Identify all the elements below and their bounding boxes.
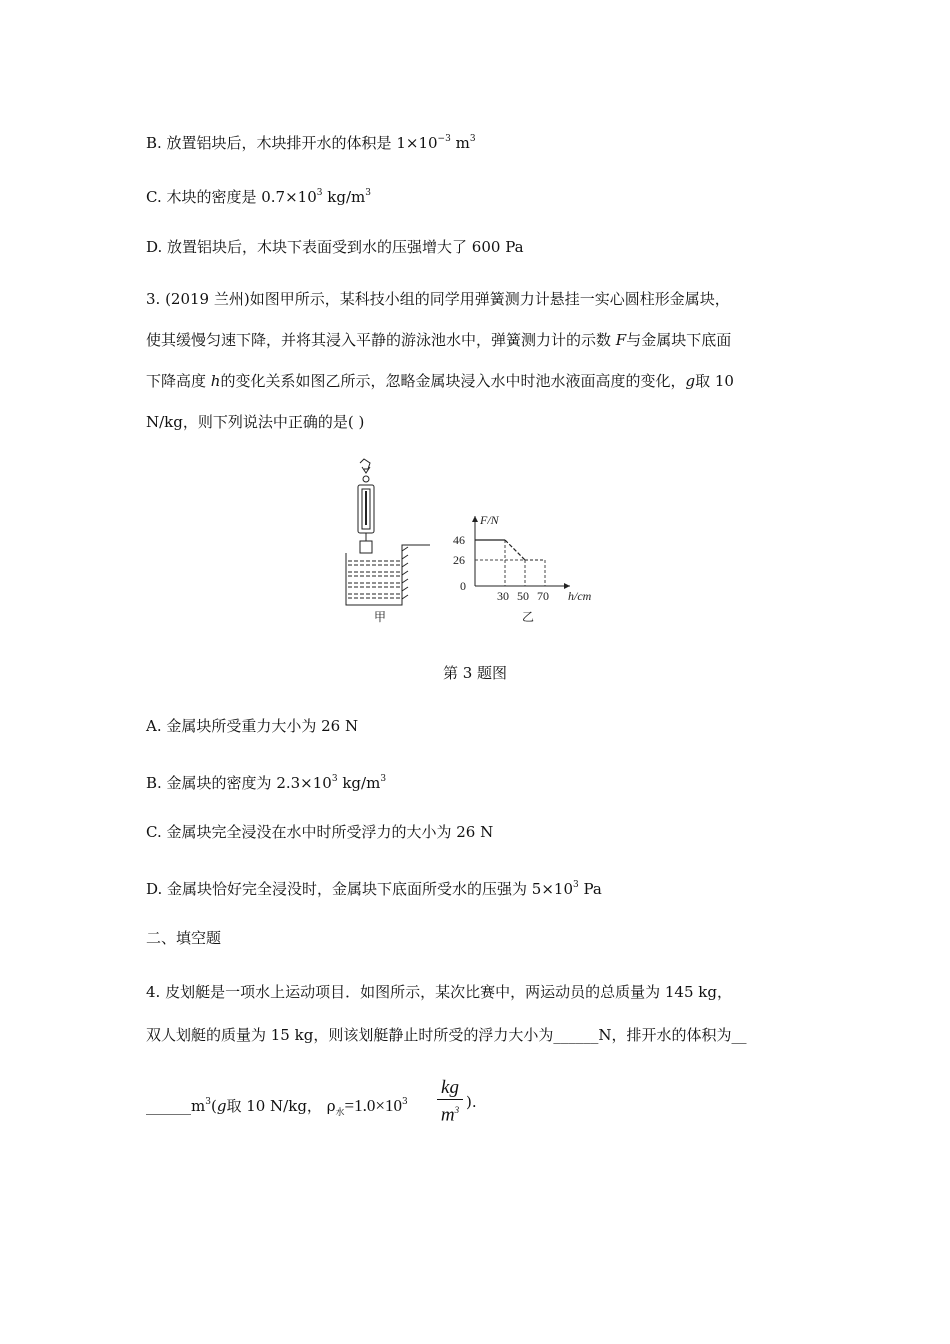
question-4-end xyxy=(466,1092,477,1112)
x-tick-label: 50 xyxy=(517,589,529,603)
question-4-line-2 xyxy=(146,1025,746,1045)
question-text: N/kg，则下列说法中正确的是( ) xyxy=(146,413,365,431)
option-b xyxy=(146,769,386,793)
fraction-denominator xyxy=(437,1100,463,1125)
question-3-line-2 xyxy=(146,330,731,350)
exponent: 3 xyxy=(365,188,371,198)
x-tick-label: 30 xyxy=(497,589,509,603)
question-text: 4. 皮划艇是一项水上运动项目．如图所示，某次比赛中，两运动员的总质量为 145 kg， xyxy=(146,983,732,1001)
question-text: 取 10 N/kg， ρ xyxy=(226,1097,336,1115)
variable-h: h xyxy=(210,372,221,390)
y-axis-label: F/N xyxy=(480,513,499,527)
exponent: 3 xyxy=(316,188,323,198)
exponent: 3 xyxy=(573,880,579,890)
value-text: =1.0×10 xyxy=(344,1096,402,1115)
paren: ( xyxy=(210,1097,217,1115)
spring-scale-apparatus xyxy=(346,459,430,605)
variable-g: g xyxy=(685,372,696,390)
exponent: 3 xyxy=(205,1097,211,1107)
option-c xyxy=(146,822,493,842)
question-text: 下降高度 xyxy=(146,372,211,390)
unit: kg/m xyxy=(337,774,381,792)
unit: Pa xyxy=(578,880,602,898)
question-3-figure xyxy=(340,455,620,630)
option-d xyxy=(146,875,602,899)
density-unit-fraction xyxy=(437,1078,463,1125)
figure-label-right: 乙 xyxy=(522,610,535,624)
exponent: 3 xyxy=(469,134,476,144)
option-text: D. 放置铝块后，木块下表面受到水的压强增大了 600 Pa xyxy=(146,238,524,256)
y-axis-arrow xyxy=(472,516,478,522)
question-text: 3. (2019 兰州)如图甲所示，某科技小组的同学用弹簧测力计悬挂一实心圆柱形金属块， xyxy=(146,290,730,308)
question-text: 取 10 xyxy=(695,372,734,390)
fraction-numerator: kg xyxy=(441,1077,459,1098)
x-axis-label: h/cm xyxy=(568,589,592,603)
origin-label: 0 xyxy=(460,579,466,593)
figure-label-left: 甲 xyxy=(374,610,387,624)
question-text: 与金属块下底面 xyxy=(626,331,732,349)
option-b-aluminum xyxy=(146,129,476,153)
option-text: B. 放置铝块后，木块排开水的体积是 1×10 xyxy=(146,134,438,152)
question-3-line-4 xyxy=(146,412,364,432)
question-3-line-1 xyxy=(146,289,730,309)
x-tick-label: 70 xyxy=(537,589,549,603)
option-a xyxy=(146,716,358,736)
y-tick-label: 26 xyxy=(453,553,465,567)
question-text: 的变化关系如图乙所示，忽略金属块浸入水中时池水液面高度的变化， xyxy=(220,372,686,390)
unit: m xyxy=(450,134,470,152)
blank-text: ______m xyxy=(146,1097,206,1115)
option-text: B. 金属块的密度为 2.3×10 xyxy=(146,774,332,792)
question-text: 双人划艇的质量为 15 kg，则该划艇静止时所受的浮力大小为______N，排开水的体积为__ xyxy=(146,1026,747,1044)
y-tick-label: 46 xyxy=(453,533,465,547)
question-3-line-3 xyxy=(146,371,734,391)
variable-g: g xyxy=(216,1097,227,1115)
option-c-density xyxy=(146,183,371,207)
chart-axes xyxy=(453,513,592,603)
closing-text: ). xyxy=(466,1093,477,1111)
subscript-water: 水 xyxy=(335,1108,345,1118)
exponent: −3 xyxy=(437,134,451,144)
section-title: 二、填空题 xyxy=(146,929,222,947)
exponent: 3 xyxy=(331,774,338,784)
force-height-graph xyxy=(453,513,592,603)
option-d-pressure xyxy=(146,237,524,257)
series-segment xyxy=(505,540,525,560)
option-text: D. 金属块恰好完全浸没时，金属块下底面所受水的压强为 5×10 xyxy=(146,880,573,898)
unit: kg/m xyxy=(322,188,366,206)
exponent: 3 xyxy=(380,774,387,784)
question-text: 使其缓慢匀速下降，并将其浸入平静的游泳池水中，弹簧测力计的示数 xyxy=(146,331,616,349)
exponent: 3 xyxy=(401,1097,408,1107)
figure-caption: 第 3 题图 xyxy=(442,664,508,682)
question-4-line-3 xyxy=(146,1092,408,1123)
question-4-line-1 xyxy=(146,982,732,1002)
section-heading xyxy=(146,928,221,948)
variable-f: F xyxy=(615,331,627,349)
exponent: 3 xyxy=(454,1105,460,1115)
option-text: A. 金属块所受重力大小为 26 N xyxy=(146,717,359,735)
denominator-text: m xyxy=(440,1104,455,1126)
option-text: C. 金属块完全浸没在水中时所受浮力的大小为 26 N xyxy=(146,823,494,841)
option-text: C. 木块的密度是 0.7×10 xyxy=(146,188,317,206)
